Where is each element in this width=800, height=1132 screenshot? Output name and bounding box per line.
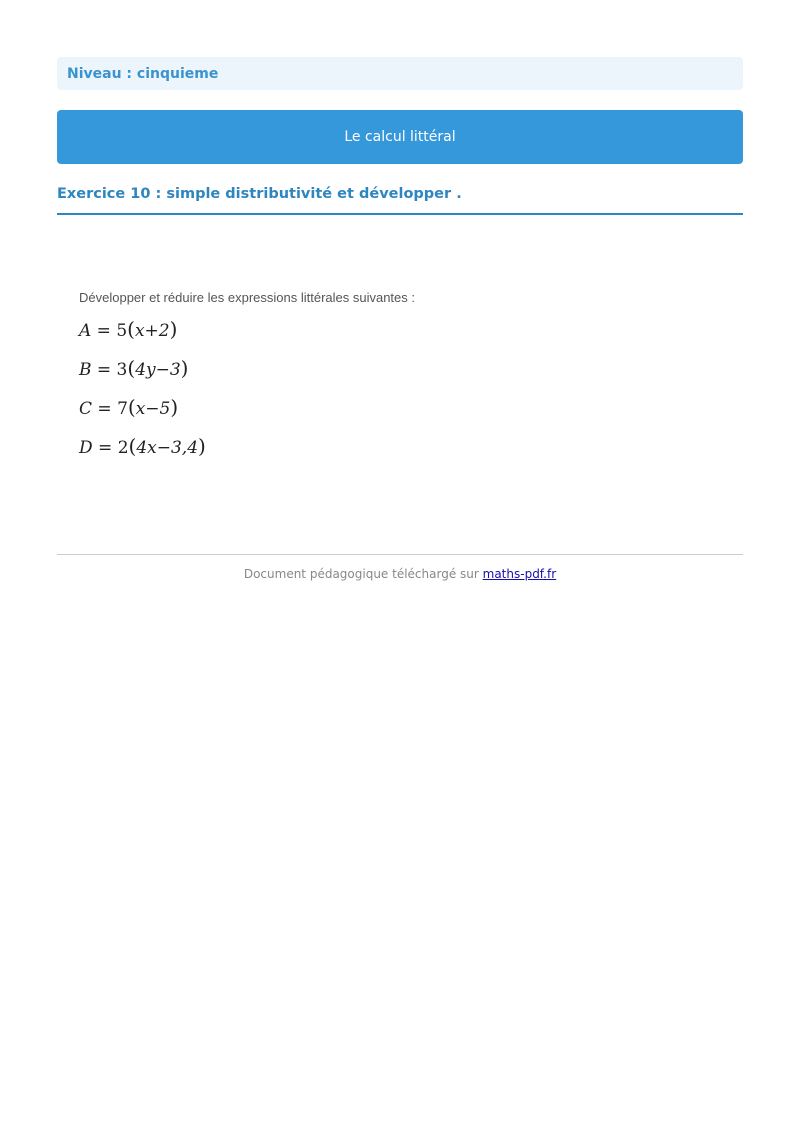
expression-name: B xyxy=(79,360,92,380)
close-paren: ) xyxy=(180,356,189,380)
close-paren: ) xyxy=(170,395,179,419)
footer xyxy=(57,567,743,581)
expression-inner: 4y−3 xyxy=(135,360,181,380)
chapter-banner xyxy=(57,110,743,164)
open-paren: ( xyxy=(127,395,136,419)
open-paren: ( xyxy=(127,356,136,380)
expression-equals: = 3 xyxy=(91,360,128,380)
footer-divider xyxy=(57,554,743,555)
expression-name: A xyxy=(79,321,92,341)
footer-text: Document pédagogique téléchargé sur xyxy=(243,567,483,581)
exercise-instruction: Développer et réduire les expressions littérales suivantes : xyxy=(79,290,416,305)
expression-equals: = 2 xyxy=(92,438,129,458)
chapter-title: Le calcul littéral xyxy=(344,129,456,145)
level-label: Niveau : cinquieme xyxy=(67,65,219,82)
open-paren: ( xyxy=(127,317,135,341)
exercise-title: Exercice 10 : simple distributivité et développer . xyxy=(57,186,462,202)
close-paren: ) xyxy=(169,317,178,341)
expression-b xyxy=(79,356,188,380)
expression-d xyxy=(79,434,206,458)
expression-equals: = 5 xyxy=(91,321,128,341)
expression-name: D xyxy=(79,438,93,458)
level-box xyxy=(57,57,743,90)
expression-name: C xyxy=(79,399,93,419)
footer-link[interactable]: maths-pdf.fr xyxy=(482,567,557,581)
expression-inner: 4x−3,4 xyxy=(136,438,199,458)
expression-a xyxy=(79,317,177,341)
expression-inner: x−5 xyxy=(135,399,171,419)
exercise-heading xyxy=(57,184,743,215)
expression-c xyxy=(79,395,178,419)
exercise-body xyxy=(79,289,679,458)
open-paren: ( xyxy=(128,434,137,458)
expression-inner: x+2 xyxy=(134,321,170,341)
close-paren: ) xyxy=(198,434,206,458)
expression-equals: = 7 xyxy=(92,399,128,419)
